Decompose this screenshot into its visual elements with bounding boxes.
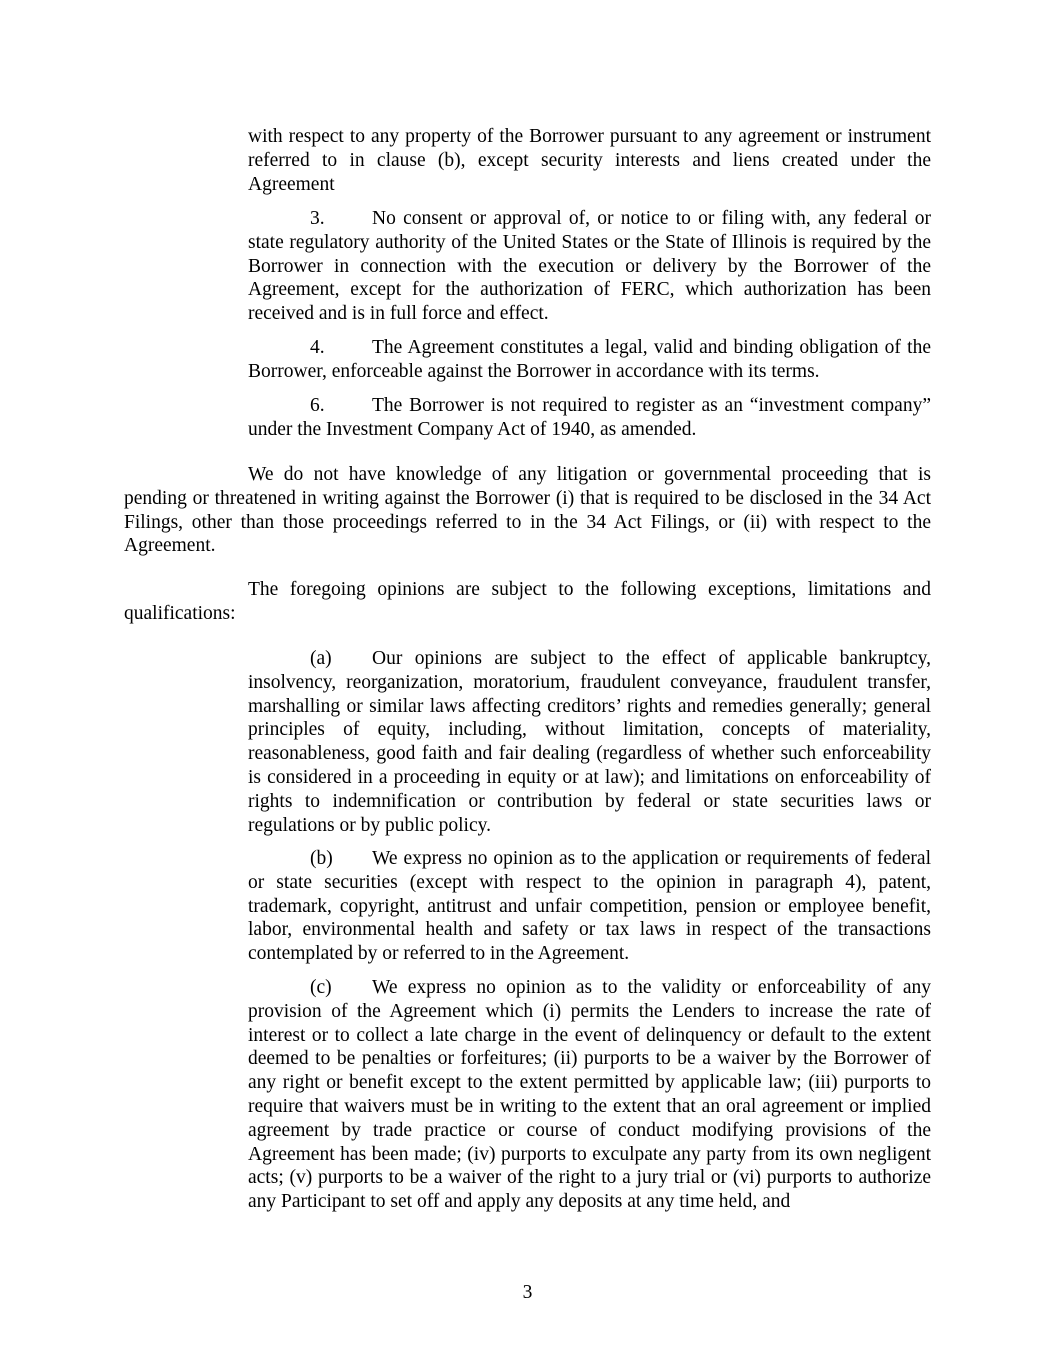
item-number: 3. [310,208,325,229]
page-number: 3 [522,1282,533,1303]
continuation-paragraph: with respect to any property of the Borrower pursuant to any agreement or instrument referred to in clause (b), except security interests and liens created under the Agreement [248,126,931,195]
item-text: We express no opinion as to the validity or enforceability of any provision of the Agreement which (i) permits the Lenders to increase the rate of interest or to collect a late charge in the event of delinquency or default to the extent deemed to be penalties or forfeitures; (ii) purports to be a waiver by the Borrower of any right or benefit except to the extent permitted by applicable law; (iii) purports to require that waivers must be in writing to the extent that an oral agreement or implied agreement by trade practice or course of conduct modifying provisions of the Agreement has been made; (iv) purports to exculpate any party from its own negligent acts; (v) purports to be a waiver of the right to a jury trial or (vi) purports to authorize any Participant to set off and apply any deposits at any time held, and [248,977,931,1213]
numbered-item-3 [248,207,931,326]
foregoing-paragraph: The foregoing opinions are subject to the following exceptions, limitations and qualifications: [124,579,931,624]
numbered-item-6 [248,394,931,442]
lettered-item-b [248,847,931,966]
item-text: The Agreement constitutes a legal, valid and binding obligation of the Borrower, enforceable against the Borrower in accordance with its terms. [248,337,931,382]
item-text: The Borrower is not required to register as an “investment company” under the Investment Company Act of 1940, as amended. [248,395,931,440]
numbered-item-4 [248,336,931,384]
knowledge-paragraph: We do not have knowledge of any litigation or governmental proceeding that is pending or threatened in writing against the Borrower (i) that is required to be disclosed in the 34 Act Filings, other than those proceedings referred to in the 34 Act Filings, or (ii) with respect to the Agreement. [124,464,931,557]
lettered-item-c [248,976,931,1214]
item-letter: (c) [310,977,332,998]
item-number: 6. [310,395,325,416]
item-text: Our opinions are subject to the effect of applicable bankruptcy, insolvency, reorganization, moratorium, fraudulent conveyance, fraudulent transfer, marshalling or similar laws affecting creditors’ rights and remedies generally; general principles of equity, including, without limitation, concepts of materiality, reasonableness, good faith and fair dealing (regardless of whether such enforceability is considered in a proceeding in equity or at law); and limitations on enforceability of rights to indemnification or contribution by federal or state securities laws or regulations or by public policy. [248,648,931,836]
item-text: We express no opinion as to the application or requirements of federal or state securities (except with respect to the opinion in paragraph 4), patent, trademark, copyright, antitrust and unfair competition, pension or employee benefit, labor, environmental health and safety or tax laws in respect of the transactions contemplated by or referred to in the Agreement. [248,848,931,965]
item-number: 4. [310,337,325,358]
item-letter: (b) [310,848,333,869]
item-text: No consent or approval of, or notice to or filing with, any federal or state regulatory authority of the United States or the State of Illinois is required by the Borrower in connection with the execution or delivery by the Borrower of the Agreement, except for the authorization of FERC, which authorization has been received and is in full force and effect. [248,208,931,325]
item-letter: (a) [310,648,332,669]
lettered-item-a [248,647,931,837]
